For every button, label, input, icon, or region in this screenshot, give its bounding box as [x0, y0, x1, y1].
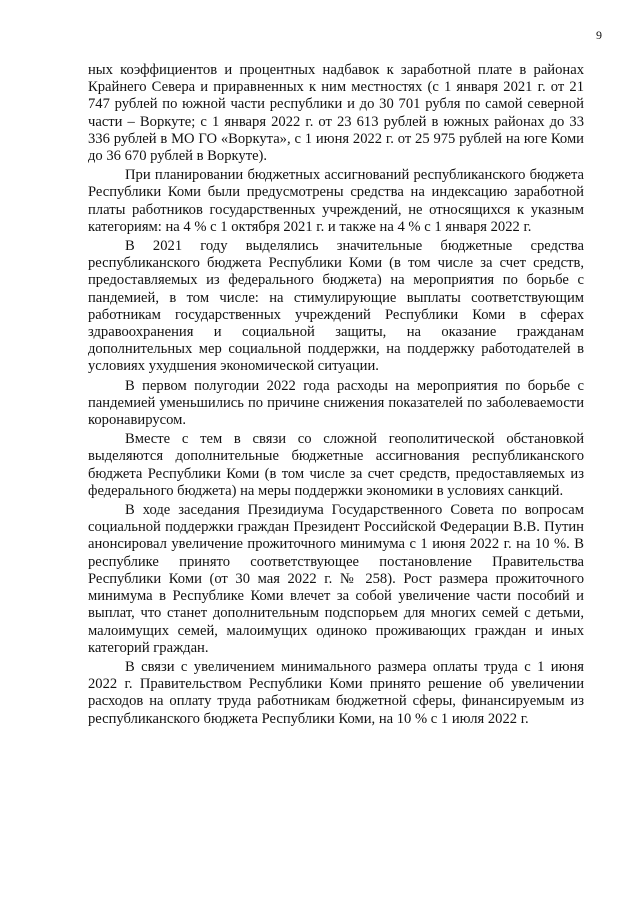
paragraph-subsistence-minimum: В ходе заседания Президиума Государственного Совета по вопросам социальной поддержки граждан Президент Российской Федерации В.В. Путин анонсировал увеличение прожиточного минимума с 1 июня 2022 г. на 10 %. В республике принято соответствующее постановление Правительства Республики Коми (от 30 мая 2022 г. № 258). Рост размера прожиточного минимума в Республике Коми влечет за собой увеличение части пособий и выплат, что станет дополнительным подспорьем для многих семей с детьми, малоимущих семей, малоимущих одиноко проживающих граждан и иных категорий граждан.: [88, 502, 584, 656]
paragraph-continued-salary-coefficients: ных коэффициентов и процентных надбавок к заработной плате в районах Крайнего Севера и приравненных к ним местностях (с 1 января 2021 г. от 21 747 рублей по южной части республики и до 30 701 рубля по самой северной части – Воркуте; с 1 января 2022 г. от 23 613 рублей в южных районах до 33 336 рублей в МО ГО «Воркута», с 1 июня 2022 г. от 25 975 рублей на юге Коми до 36 670 рублей в Воркуте).: [88, 62, 584, 165]
paragraph-pandemic-funding-2021: В 2021 году выделялись значительные бюджетные средства республиканского бюджета Республики Коми (в том числе за счет средств, предоставляемых из федерального бюджета) на мероприятия по борьбе с пандемией, в том числе: на стимулирующие выплаты соответствующим работникам государственных учреждений Республики Коми в сферах здравоохранения и социальной защиты, на оказание гражданам дополнительных мер социальной поддержки, на поддержку работодателей в условиях ухудшения экономической ситуации.: [88, 238, 584, 375]
paragraph-salary-indexation: При планировании бюджетных ассигнований республиканского бюджета Республики Коми были предусмотрены средства на индексацию заработной платы работников государственных учреждений, не относящихся к указным категориям: на 4 % с 1 октября 2021 г. и также на 4 % с 1 января 2022 г.: [88, 167, 584, 235]
paragraph-minimum-wage: В связи с увеличением минимального размера оплаты труда с 1 июня 2022 г. Правительством Республики Коми принято решение об увеличении расходов на оплату труда работникам бюджетной сферы, финансируемым из республиканского бюджета Республики Коми, на 10 % с 1 июля 2022 г.: [88, 658, 584, 727]
page-number: 9: [596, 28, 602, 42]
paragraph-pandemic-expenses-2022: В первом полугодии 2022 года расходы на мероприятия по борьбе с пандемией уменьшились по причине снижения показателей по заболеваемости коронавирусом.: [88, 377, 584, 429]
paragraph-sanctions-support: Вместе с тем в связи со сложной геополитической обстановкой выделяются дополнительные бюджетные ассигнования республиканского бюджета Республики Коми (в том числе за счет средств, предоставляемых из федерального бюджета) на меры поддержки экономики в условиях санкций.: [88, 431, 584, 499]
document-body: [88, 62, 584, 730]
